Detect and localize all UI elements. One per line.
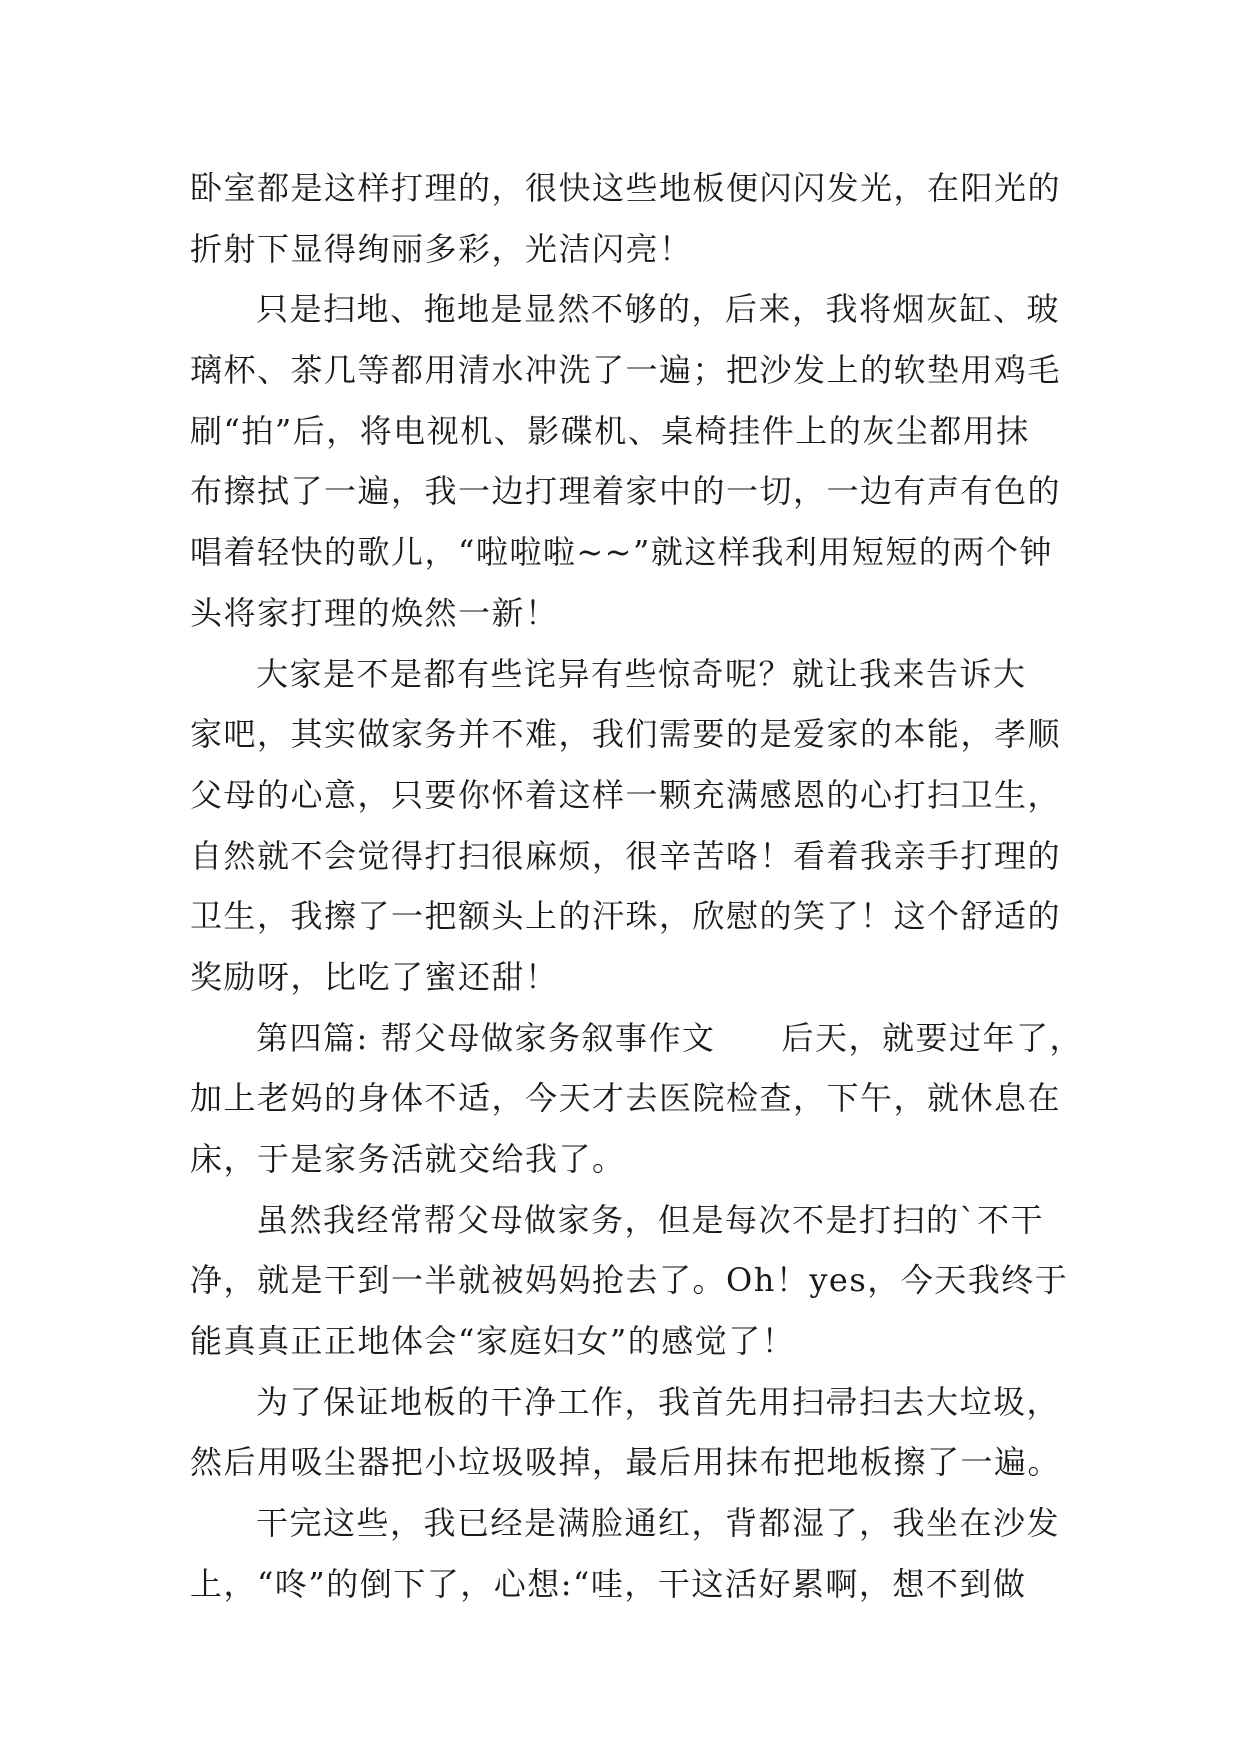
- text-line: 唱着轻快的歌儿，“啦啦啦~~”就这样我利用短短的两个钟: [190, 533, 1053, 572]
- paragraph-start-line: 为了保证地板的干净工作，我首先用扫帚扫去大垃圾，: [256, 1382, 1061, 1421]
- text-line: 卫生，我擦了一把额头上的汗珠，欣慰的笑了！这个舒适的: [190, 897, 1062, 936]
- text-line: 净，就是干到一半就被妈妈抢去了。Oh！yes，今天我终于: [190, 1261, 1069, 1300]
- text-line: 上，“咚”的倒下了，心想:“哇，干这活好累啊，想不到做: [190, 1564, 1027, 1603]
- document-body: [190, 158, 1083, 1615]
- paragraph-start-line: 虽然我经常帮父母做家务，但是每次不是打扫的`不干: [256, 1200, 1045, 1239]
- text-line: 卧室都是这样打理的，很快这些地板便闪闪发光，在阳光的: [190, 169, 1062, 207]
- paragraph-start-line: 只是扫地、拖地是显然不够的，后来，我将烟灰缸、玻: [256, 290, 1061, 329]
- text-line: 折射下显得绚丽多彩，光洁闪亮！: [190, 229, 693, 268]
- text-line: 刷“拍”后，将电视机、影碟机、桌椅挂件上的灰尘都用抹: [190, 411, 1030, 450]
- section-title: 第四篇: 帮父母做家务叙事作文: [256, 1018, 716, 1057]
- text-line: 自然就不会觉得打扫很麻烦，很辛苦咯！看着我亲手打理的: [190, 836, 1062, 875]
- paragraph-start-line: 干完这些，我已经是满脸通红，背都湿了，我坐在沙发: [256, 1504, 1061, 1543]
- text-line: 床，于是家务活就交给我了。: [190, 1140, 626, 1178]
- text-line: 头将家打理的焕然一新！: [190, 593, 559, 632]
- section-heading-line: [190, 1008, 1083, 1069]
- text-line: 布擦拭了一遍，我一边打理着家中的一切，一边有声有色的: [190, 472, 1062, 511]
- text-line: 然后用吸尘器把小垃圾吸掉，最后用抹布把地板擦了一遍。: [190, 1443, 1062, 1482]
- text-line: 父母的心意，只要你怀着这样一颗充满感恩的心打扫卫生，: [190, 775, 1062, 814]
- text-line: 家吧，其实做家务并不难，我们需要的是爱家的本能，孝顺: [190, 715, 1062, 754]
- text-line: 加上老妈的身体不适，今天才去医院检查，下午，就休息在: [190, 1079, 1062, 1118]
- text-line: 璃杯、茶几等都用清水冲洗了一遍；把沙发上的软垫用鸡毛: [190, 351, 1062, 390]
- paragraph-start-line: 大家是不是都有些诧异有些惊奇呢？就让我来告诉大: [256, 654, 1027, 693]
- section-first-sentence: 后天，就要过年了，: [781, 1018, 1083, 1057]
- text-line: 奖励呀，比吃了蜜还甜！: [190, 957, 559, 996]
- text-line: 能真真正正地体会“家庭妇女”的感觉了！: [190, 1322, 796, 1361]
